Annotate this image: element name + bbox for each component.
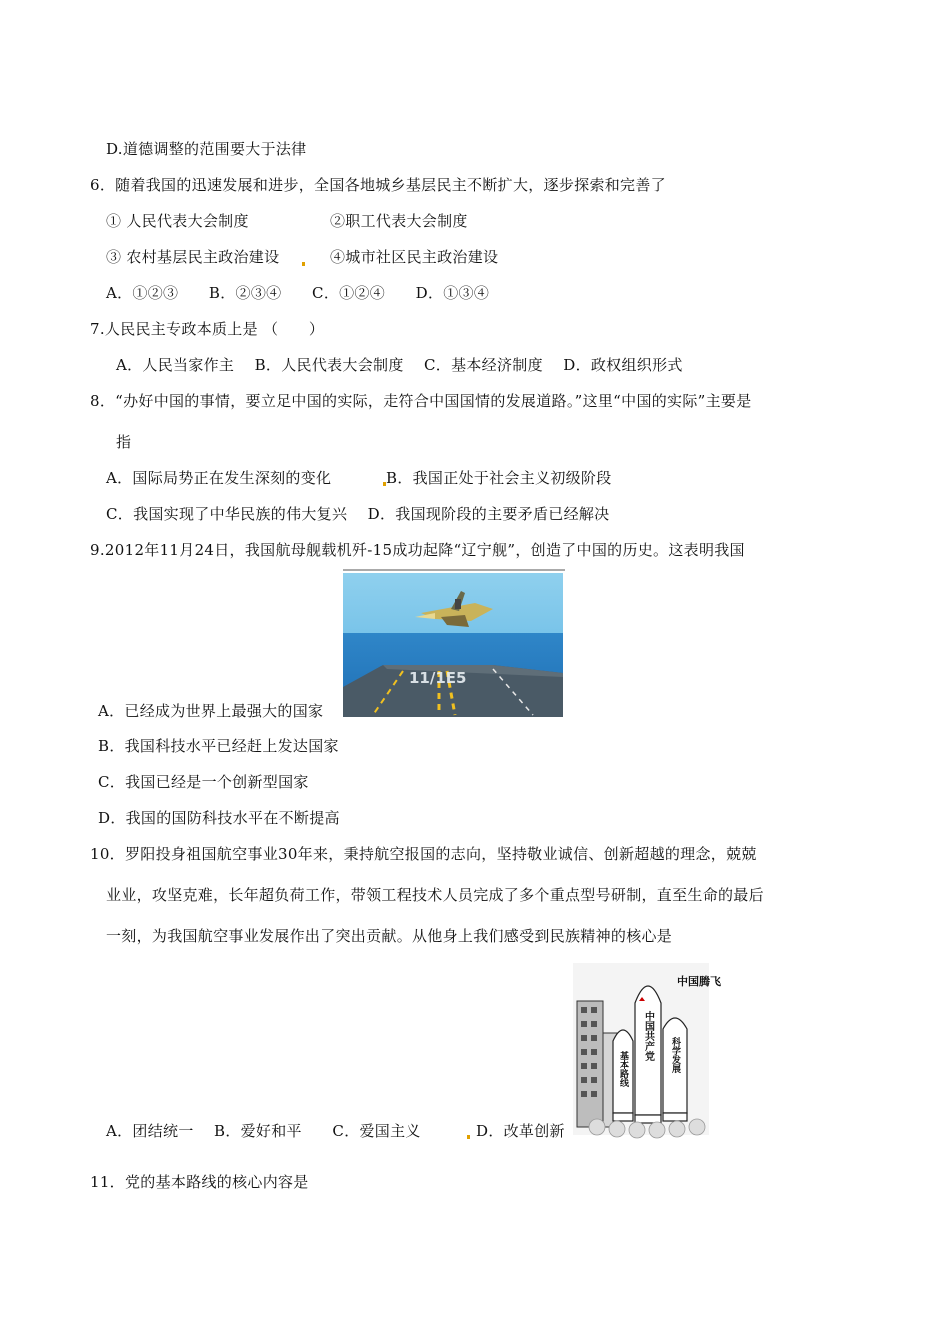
deck-number: 11/1E5 [409,669,467,687]
q11-stem: 11．党的基本路线的核心内容是 [90,1173,309,1191]
q7-stem: 7.人民民主专政本质上是 （ ） [90,320,325,338]
q8-stem-line2: 指 [116,433,132,451]
rocket-label-left: 基本路线 [618,1051,628,1087]
q6-item-4: ④城市社区民主政治建设 [330,248,499,266]
q8-options-cd: C．我国实现了中华民族的伟大复兴 D．我国现阶段的主要矛盾已经解决 [106,505,610,523]
carrier-deck [343,665,563,717]
q9-option-a: A．已经成为世界上最强大的国家 [98,702,324,720]
q10-options-abc: A．团结统一 B．爱好和平 C．爱国主义 [106,1122,421,1140]
q8-option-b: B．我国正处于社会主义初级阶段 [386,469,612,487]
q9-option-d: D．我国的国防科技水平在不断提高 [98,809,340,827]
q5-option-d: D.道德调整的范围要大于法律 [106,140,307,158]
q10-stem-line1: 10．罗阳投身祖国航空事业30年来，秉持航空报国的志向，坚持敬业诚信、创新超越的理念，兢兢 [90,845,757,863]
mark-dot [467,1135,470,1139]
q8-stem-line1: 8．“办好中国的事情，要立足中国的实际，走符合中国国情的发展道路。”这里“中国的实际”主要是 [90,392,752,410]
q6-stem: 6．随着我国的迅速发展和进步，全国各地城乡基层民主不断扩大，逐步探索和完善了 [90,176,666,194]
q6-item-2: ②职工代表大会制度 [330,212,468,230]
q10-option-d: D．改革创新 [476,1122,565,1140]
q10-stem-line2: 业业，攻坚克难，长年超负荷工作，带领工程技术人员完成了多个重点型号研制，直至生命的最后 [106,886,764,904]
q7-options: A．人民当家作主 B．人民代表大会制度 C．基本经济制度 D．政权组织形式 [116,356,683,374]
q10-stem-line3: 一刻，为我国航空事业发展作出了突出贡献。从他身上我们感受到民族精神的核心是 [106,927,673,945]
rocket-cartoon-image [573,963,721,1135]
q6-options: A．①②③ B．②③④ C．①②④ D．①③④ [106,284,490,302]
q6-item-3: ③ 农村基层民主政治建设 [106,248,280,266]
rocket-label-right: 科学发展 [670,1037,680,1073]
q8-option-a: A．国际局势正在发生深刻的变化 [106,469,332,487]
cartoon-caption: 中国腾飞 [677,975,721,988]
rocket-label-center: 中国共产党 [642,1011,654,1061]
carrier-jet-image [343,569,565,717]
q6-item-1: ① 人民代表大会制度 [106,212,249,230]
q9-stem: 9.2012年11月24日，我国航母舰载机歼-15成功起降“辽宁舰”，创造了中国的历史。这表明我国 [90,541,745,559]
q9-option-b: B．我国科技水平已经赶上发达国家 [98,737,339,755]
mark-dot [302,262,305,266]
q9-option-c: C．我国已经是一个创新型国家 [98,773,309,791]
